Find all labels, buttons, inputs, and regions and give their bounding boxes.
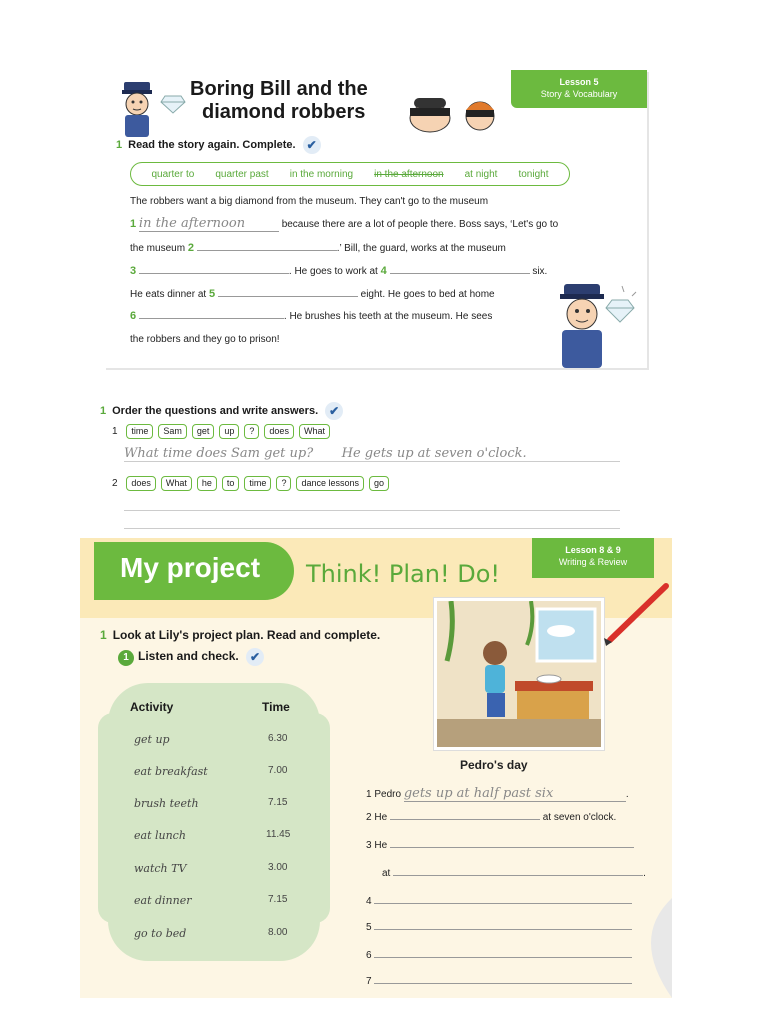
answer-blank[interactable] bbox=[374, 957, 632, 958]
word-chip[interactable]: get bbox=[192, 424, 215, 439]
story-text: the museum bbox=[130, 243, 186, 254]
activity-name: brush teeth bbox=[134, 797, 199, 810]
answer-blank[interactable] bbox=[390, 847, 634, 848]
pedro-illustration bbox=[434, 598, 604, 750]
line-number: 1 bbox=[366, 789, 372, 800]
story-line bbox=[130, 334, 280, 345]
project-title: My project bbox=[120, 552, 261, 583]
word-chip[interactable]: time bbox=[244, 476, 271, 491]
line-text: . bbox=[643, 868, 646, 879]
line-text: He bbox=[374, 840, 388, 851]
line-text: He bbox=[374, 812, 388, 823]
question-1-example-answer: He gets up at seven o'clock. bbox=[341, 446, 527, 461]
word-chip[interactable]: dance lessons bbox=[296, 476, 364, 491]
listen-instruction bbox=[118, 648, 264, 666]
project-subtitle: Think! Plan! Do! bbox=[306, 560, 500, 588]
question-1-example-question: What time does Sam get up? bbox=[124, 446, 314, 461]
question-2-words bbox=[112, 476, 394, 491]
activity-time: 11.45 bbox=[266, 829, 291, 840]
story-line bbox=[130, 310, 492, 322]
word-bank-item-used: in the afternoon bbox=[374, 168, 444, 180]
blank-number: 5 bbox=[208, 288, 216, 300]
word-bank-item: quarter past bbox=[215, 168, 269, 180]
instruction-number: 1 bbox=[116, 138, 123, 151]
diamond-icon bbox=[160, 92, 186, 114]
audio-track-icon[interactable] bbox=[118, 650, 134, 666]
activity-name: go to bed bbox=[134, 927, 187, 940]
blank-number: 2 bbox=[187, 242, 194, 254]
word-chip[interactable]: go bbox=[369, 476, 389, 491]
check-icon: ✔ bbox=[303, 136, 321, 154]
line-text: . bbox=[625, 789, 629, 800]
word-chip[interactable]: What bbox=[299, 424, 330, 439]
answer-blank[interactable] bbox=[393, 875, 643, 876]
line-number: 2 bbox=[366, 812, 372, 823]
line-text: at seven o'clock. bbox=[542, 812, 617, 823]
word-chip[interactable]: does bbox=[264, 424, 294, 439]
lesson-title: Lesson 5 bbox=[559, 77, 599, 87]
pedro-line-1 bbox=[366, 786, 629, 802]
instruction-text: Order the questions and write answers. bbox=[112, 404, 319, 417]
answer-blank[interactable] bbox=[374, 903, 632, 904]
page-curl bbox=[620, 898, 672, 998]
pedro-line-3 bbox=[366, 840, 634, 851]
activity-time: 8.00 bbox=[268, 927, 288, 938]
story-line bbox=[130, 265, 547, 277]
word-chip[interactable]: does bbox=[126, 476, 156, 491]
word-bank-item: tonight bbox=[518, 168, 549, 180]
activity-name: watch TV bbox=[134, 862, 187, 875]
story-text: six. bbox=[532, 266, 548, 277]
story-text: He eats dinner at bbox=[130, 289, 207, 300]
story-text: because there are a lot of people there. Boss says, ‘Let's go to bbox=[281, 219, 559, 230]
lesson-badge bbox=[532, 538, 654, 578]
story-line bbox=[130, 242, 506, 254]
story-text: .’ Bill, the guard, works at the museum bbox=[336, 243, 506, 254]
table-header-time: Time bbox=[262, 700, 290, 714]
story-text: the robbers and they go to prison! bbox=[130, 334, 280, 345]
pedro-line-5 bbox=[366, 922, 632, 933]
instruction-number: 1 bbox=[100, 404, 107, 417]
activity-name: eat breakfast bbox=[134, 765, 208, 778]
line-number: 5 bbox=[366, 922, 372, 933]
check-icon: ✔ bbox=[246, 648, 264, 666]
line-number: 7 bbox=[366, 976, 372, 987]
story-title-line2: diamond robbers bbox=[202, 101, 366, 123]
pedro-line-4 bbox=[366, 896, 632, 907]
pedro-line-7 bbox=[366, 976, 632, 987]
lesson-title: Lesson 8 & 9 bbox=[565, 545, 621, 555]
story-text: . He brushes his teeth at the museum. He sees bbox=[283, 311, 493, 322]
word-chip[interactable]: time bbox=[126, 424, 153, 439]
check-icon: ✔ bbox=[325, 402, 343, 420]
story-title-line1: Boring Bill and the bbox=[190, 78, 368, 100]
my-project-section bbox=[80, 538, 672, 998]
pedro-line-3b bbox=[382, 868, 646, 879]
answer-blank-2[interactable] bbox=[197, 250, 337, 251]
lesson-badge bbox=[511, 70, 647, 108]
word-chip[interactable]: ? bbox=[276, 476, 291, 491]
activity-time: 6.30 bbox=[268, 733, 288, 744]
line-text: Pedro bbox=[374, 789, 402, 800]
blank-number: 3 bbox=[130, 265, 137, 277]
word-chip[interactable]: ? bbox=[244, 424, 259, 439]
question-1-answer-line bbox=[124, 444, 620, 462]
story-text: eight. He goes to bed at home bbox=[360, 289, 495, 300]
line-number: 6 bbox=[366, 950, 372, 961]
activity-time: 3.00 bbox=[268, 862, 288, 873]
answer-blank-6[interactable] bbox=[139, 318, 284, 319]
word-bank-item: in the morning bbox=[289, 168, 354, 180]
answer-blank[interactable] bbox=[374, 983, 632, 984]
story-text: The robbers want a big diamond from the museum. They can't go to the museum bbox=[130, 196, 489, 207]
blank-number: 6 bbox=[130, 310, 137, 322]
question-number: 2 bbox=[112, 478, 118, 489]
story-line bbox=[130, 196, 488, 207]
instruction-text: Look at Lily's project plan. Read and complete. bbox=[112, 628, 381, 642]
answer-blank-3[interactable] bbox=[139, 273, 289, 274]
question-number: 1 bbox=[112, 426, 118, 437]
table-header-activity: Activity bbox=[130, 700, 174, 714]
pedro-line-2 bbox=[366, 812, 616, 823]
guard-with-diamond-illustration bbox=[552, 278, 644, 368]
question-2-answer-line[interactable] bbox=[124, 528, 620, 529]
story-text: . He goes to work at bbox=[288, 266, 378, 277]
activity-name: eat dinner bbox=[134, 894, 192, 907]
word-bank-item: at night bbox=[464, 168, 498, 180]
order-questions-instruction bbox=[100, 402, 343, 420]
example-answer: gets up at half past six bbox=[403, 786, 554, 801]
word-chip[interactable]: he bbox=[197, 476, 217, 491]
question-2-answer-line[interactable] bbox=[124, 510, 620, 511]
activity-time: 7.00 bbox=[268, 765, 288, 776]
audio-track-number: 1 bbox=[123, 652, 129, 664]
lesson-subtitle: Writing & Review bbox=[558, 557, 628, 567]
activity-name: eat lunch bbox=[134, 829, 186, 842]
word-bank bbox=[130, 162, 570, 186]
project-instruction bbox=[100, 628, 380, 642]
pedro-breakfast-scene bbox=[437, 601, 601, 747]
pedro-day-title: Pedro's day bbox=[460, 758, 528, 772]
story-line bbox=[130, 288, 495, 300]
guard-illustration bbox=[112, 80, 162, 138]
lesson-subtitle: Story & Vocabulary bbox=[540, 89, 618, 99]
pencil-icon bbox=[600, 582, 672, 652]
answer-blank-5[interactable] bbox=[218, 296, 358, 297]
word-chip[interactable]: up bbox=[219, 424, 239, 439]
instruction-number: 1 bbox=[100, 628, 107, 642]
answer-blank[interactable] bbox=[374, 929, 632, 930]
word-chip[interactable]: Sam bbox=[158, 424, 187, 439]
activity-time: 7.15 bbox=[268, 894, 288, 905]
activity-name: get up bbox=[134, 733, 170, 746]
activity-time: 7.15 bbox=[268, 797, 288, 808]
robbers-illustration bbox=[402, 90, 502, 138]
example-answer: in the afternoon bbox=[138, 216, 246, 231]
exercise-instruction bbox=[116, 136, 321, 154]
story-line bbox=[130, 216, 558, 232]
line-number: 3 bbox=[366, 840, 372, 851]
story-title bbox=[190, 78, 368, 124]
answer-blank-4[interactable] bbox=[390, 273, 530, 274]
listen-text: Listen and check. bbox=[138, 649, 239, 664]
blank-number: 1 bbox=[130, 218, 137, 230]
line-number: 4 bbox=[366, 896, 372, 907]
blank-number: 4 bbox=[380, 265, 387, 277]
pedro-line-6 bbox=[366, 950, 632, 961]
project-plan-cloud bbox=[108, 683, 320, 961]
question-1-words bbox=[112, 424, 335, 439]
word-chip[interactable]: What bbox=[161, 476, 192, 491]
word-bank-item: quarter to bbox=[151, 168, 195, 180]
answer-blank[interactable] bbox=[390, 819, 540, 820]
word-chip[interactable]: to bbox=[222, 476, 240, 491]
instruction-text: Read the story again. Complete. bbox=[128, 138, 296, 151]
story-exercise-section bbox=[104, 70, 647, 368]
line-text: at bbox=[382, 868, 391, 879]
